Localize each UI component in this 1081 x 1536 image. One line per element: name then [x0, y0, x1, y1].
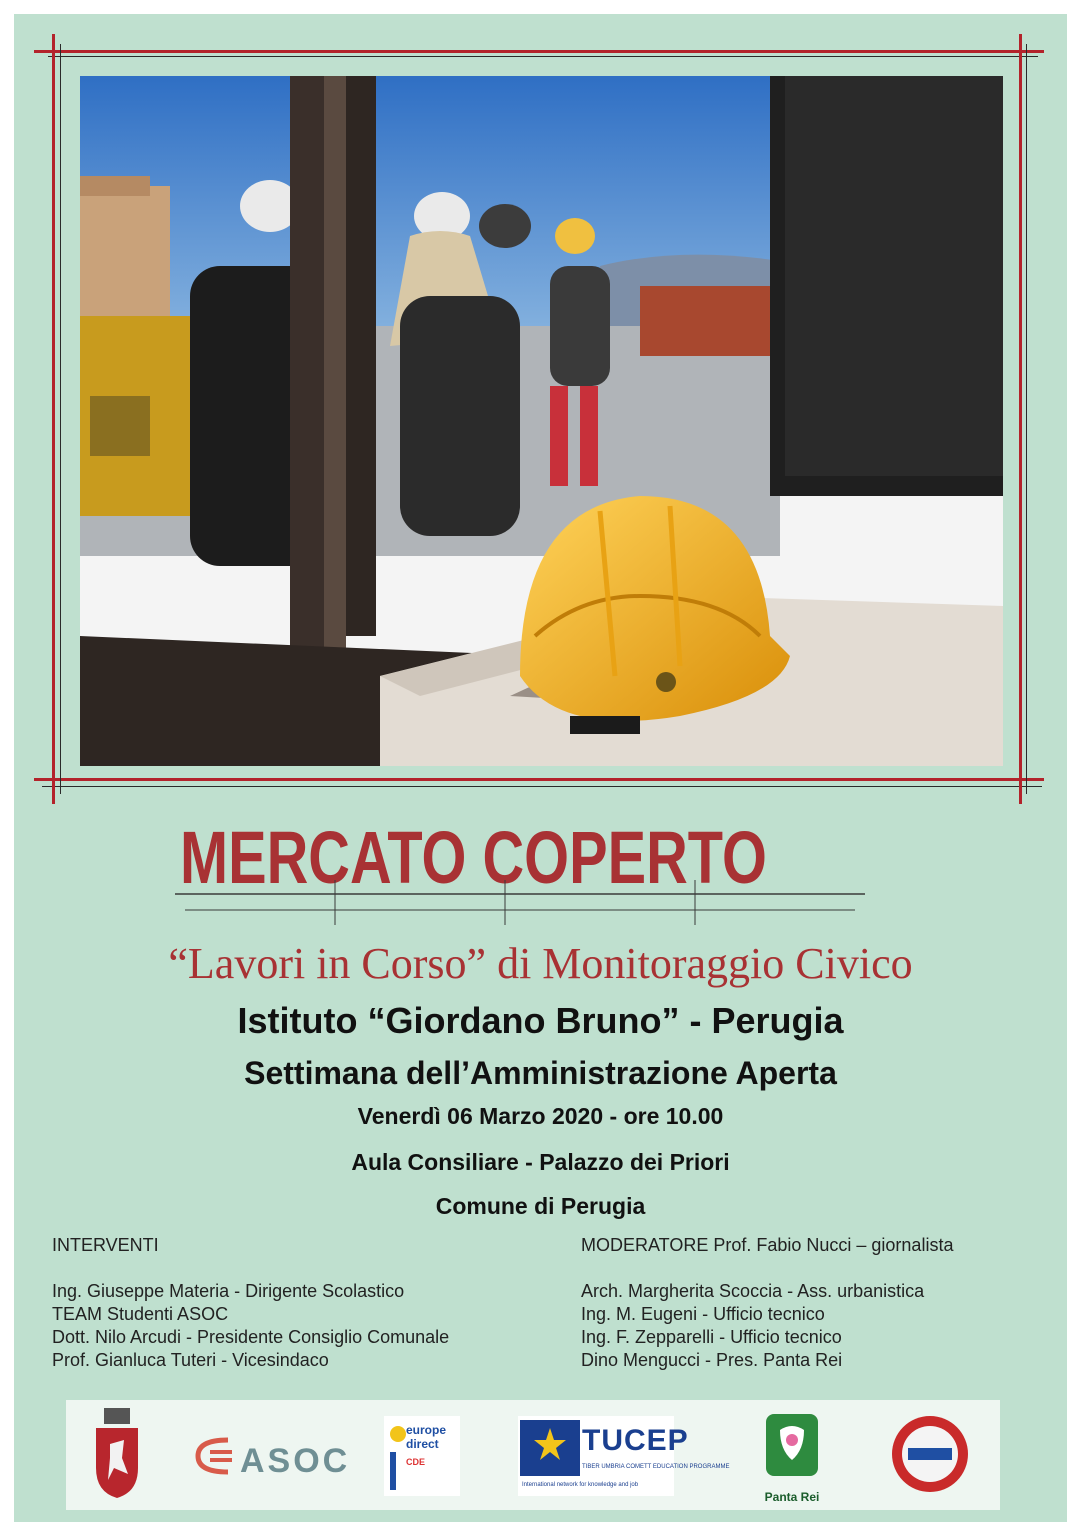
frame-line-top [34, 50, 1044, 53]
panel-item: Ing. F. Zepparelli - Ufficio tecnico [581, 1327, 842, 1347]
frame-line-left [52, 34, 55, 804]
europe-direct-text-1: europe [406, 1423, 447, 1437]
panta-rei-mark-icon [760, 1410, 824, 1482]
asoc-logo [188, 1418, 358, 1488]
panta-rei-text: Panta Rei [764, 1490, 820, 1504]
perugia-coat-of-arms-logo [92, 1408, 142, 1500]
asoc-mark-icon [188, 1418, 238, 1488]
speaker-item: TEAM Studenti ASOC [52, 1304, 229, 1324]
frame-line-bottom-dark [42, 786, 1042, 787]
europe-direct-logo [384, 1416, 460, 1496]
panel-item: Arch. Margherita Scoccia - Ass. urbanistica [581, 1281, 925, 1301]
event-title: MERCATO COPERTO [180, 816, 767, 899]
moderation-list [581, 1234, 1051, 1372]
institute-name: Istituto “Giordano Bruno” - Perugia [237, 1000, 844, 1041]
griffin-shield-icon [92, 1408, 142, 1500]
event-municipality: Comune di Perugia [435, 1193, 646, 1219]
hero-photo [80, 76, 1003, 766]
frame-line-right [1019, 34, 1022, 804]
moderator-heading: MODERATORE Prof. Fabio Nucci – giornalista [581, 1235, 954, 1255]
frame-line-left-dark [60, 44, 61, 794]
event-week: Settimana dell’Amministrazione Aperta [244, 1055, 837, 1091]
asoc-logo-text: ASOC [240, 1442, 351, 1480]
event-subtitle: “Lavori in Corso” di Monitoraggio Civico [168, 939, 913, 988]
event-date-time: Venerdì 06 Marzo 2020 - ore 10.00 [357, 1103, 724, 1129]
panel-item: Ing. M. Eugeni - Ufficio tecnico [581, 1304, 825, 1324]
title-underline-decoration [175, 880, 865, 930]
europe-direct-text-3: CDE [406, 1457, 426, 1467]
event-venue: Aula Consiliare - Palazzo dei Priori [351, 1149, 730, 1175]
sponsor-logos-bar [66, 1400, 1000, 1510]
frame-line-bottom [34, 778, 1044, 781]
speakers-list [52, 1234, 552, 1372]
speaker-item: Ing. Giuseppe Materia - Dirigente Scolastico [52, 1281, 405, 1301]
helmet-window-illustration [80, 76, 1003, 766]
tucep-subtitle-1: TIBER UMBRIA COMETT EDUCATION PROGRAMME [582, 1464, 730, 1470]
school-badge-icon [890, 1414, 970, 1494]
tucep-subtitle-2: International network for knowledge and job [522, 1482, 639, 1488]
tucep-logo-text: TUCEP [582, 1424, 689, 1457]
giordano-bruno-school-logo [890, 1414, 970, 1494]
tucep-logo [518, 1416, 730, 1496]
speakers-heading: INTERVENTI [52, 1235, 159, 1255]
frame-line-right-dark [1026, 44, 1027, 794]
eu-stars-icon [520, 1420, 580, 1480]
speaker-item: Dott. Nilo Arcudi - Presidente Consiglio Comunale [52, 1327, 450, 1347]
speaker-item: Prof. Gianluca Tuteri - Vicesindaco [52, 1350, 329, 1370]
frame-line-top-dark [48, 56, 1038, 57]
panta-rei-logo [760, 1410, 824, 1506]
europe-direct-text-2: direct [406, 1437, 439, 1451]
panel-item: Dino Mengucci - Pres. Panta Rei [581, 1350, 843, 1370]
